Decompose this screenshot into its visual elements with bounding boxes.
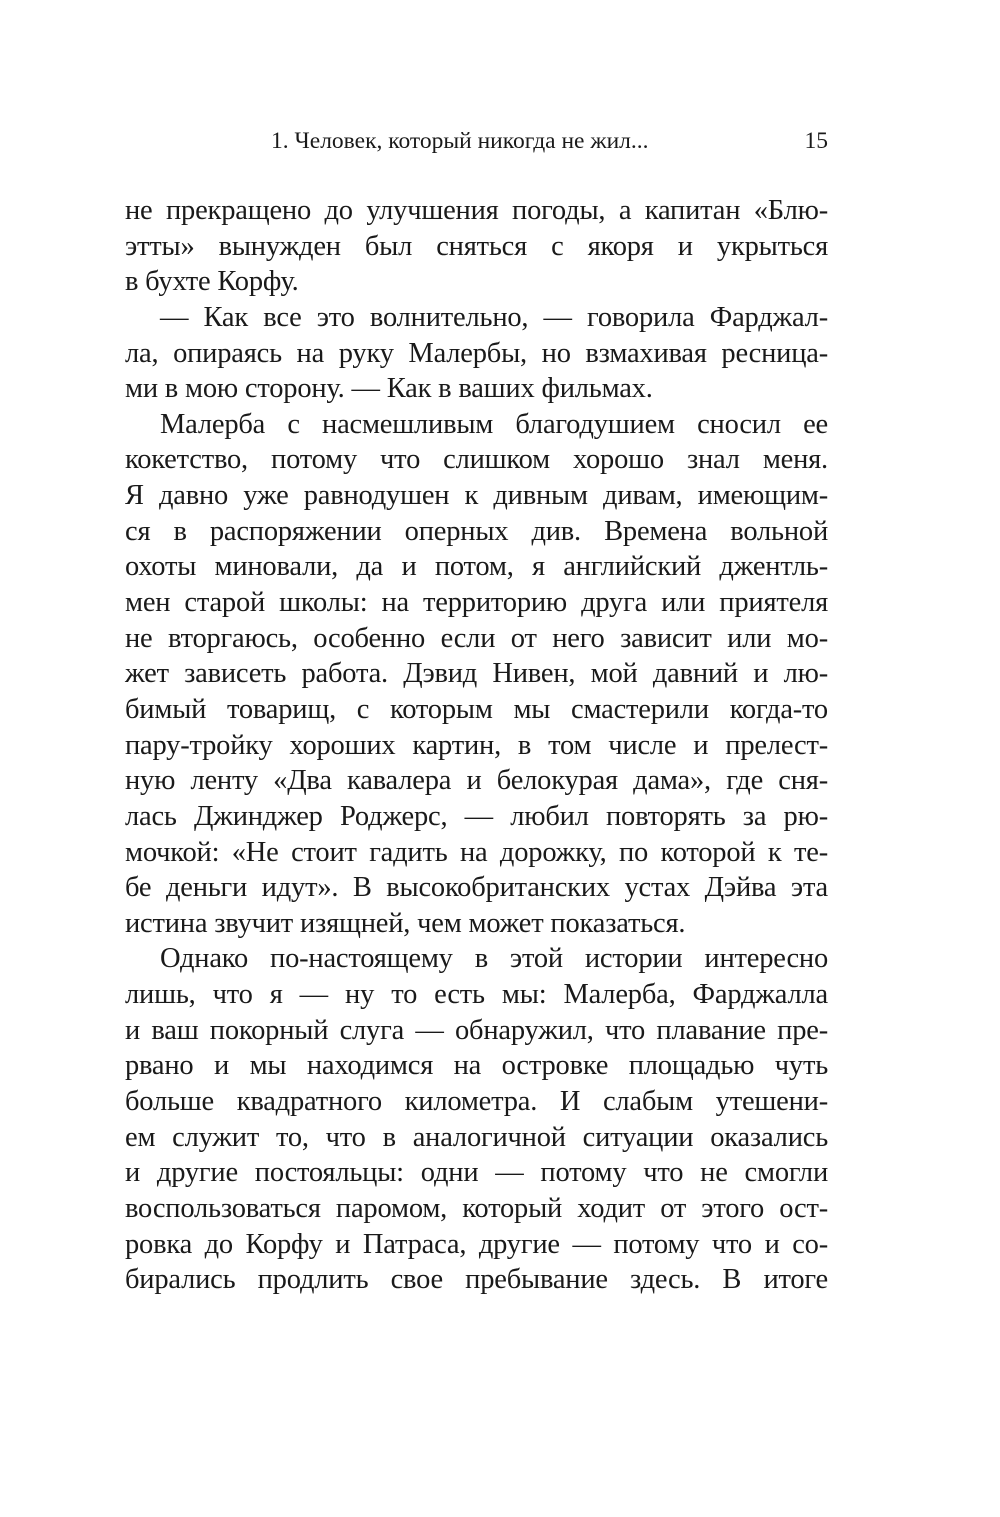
text-line: и ваш покорный слуга — обнаружил, что плавание пре-: [125, 1014, 828, 1046]
text-line: бирались продлить свое пребывание здесь. В итоге: [125, 1264, 828, 1296]
text-line: мочкой: «Не стоит гадить на дорожку, по которой к те-: [125, 836, 828, 868]
text-line: ся в распоряжении оперных див. Времена вольной: [125, 515, 828, 547]
text-line: ла, опираясь на руку Малербы, но взмахивая ресница-: [125, 337, 828, 369]
text-line: истина звучит изящней, чем может показаться.: [125, 907, 686, 939]
text-line: в бухте Корфу.: [125, 266, 299, 298]
text-line: ем служит то, что в аналогичной ситуации оказались: [125, 1121, 828, 1153]
text-line: бе деньги идут». В высокобританских устах Дэйва эта: [125, 872, 828, 904]
text-line: кокетство, потому что слишком хорошо знал меня.: [125, 444, 828, 476]
chapter-title: 1. Человек, который никогда не жил...: [271, 128, 649, 154]
text-line: лась Джинджер Роджерс, — любил повторять за рю-: [125, 800, 828, 832]
text-line: охоты миновали, да и потом, я английский джентль-: [125, 551, 828, 583]
text-line: бимый товарищ, с которым мы смастерили когда-то: [125, 693, 828, 725]
text-line: пару-тройку хороших картин, в том числе и прелест-: [125, 729, 828, 761]
text-line: Однако по-настоящему в этой истории интересно: [160, 943, 828, 975]
text-line: жет зависеть работа. Дэвид Нивен, мой давний и лю-: [125, 658, 828, 690]
text-line: Я давно уже равнодушен к дивным дивам, имеющим-: [125, 480, 828, 512]
text-line: воспользоваться паромом, который ходит от этого ост-: [125, 1192, 828, 1224]
text-line: мен старой школы: на территорию друга или приятеля: [125, 587, 828, 619]
text-line: ную ленту «Два кавалера и белокурая дама», где сня-: [125, 765, 828, 797]
text-line: лишь, что я — ну то есть мы: Малерба, Фарджалла: [125, 979, 828, 1011]
text-line: и другие постояльцы: одни — потому что не смогли: [125, 1157, 828, 1189]
text-line: ровка до Корфу и Патраса, другие — потому что и со-: [125, 1228, 828, 1260]
text-line: Малерба с насмешливым благодушием сносил ее: [160, 408, 828, 440]
text-line: больше квадратного километра. И слабым утешени-: [125, 1086, 828, 1118]
text-line: не вторгаюсь, особенно если от него зависит или мо-: [125, 622, 828, 654]
text-line: этты» вынужден был сняться с якоря и укрыться: [125, 230, 828, 262]
text-line: рвано и мы находимся на островке площадью чуть: [125, 1050, 828, 1082]
page-number: 15: [804, 128, 828, 154]
body-text: [125, 193, 828, 1298]
text-line: — Как все это волнительно, — говорила Фарджал-: [160, 301, 828, 333]
running-header: [125, 124, 828, 158]
text-line: не прекращено до улучшения погоды, а капитан «Блю-: [125, 195, 828, 226]
text-line: ми в мою сторону. — Как в ваших фильмах.: [125, 373, 653, 405]
